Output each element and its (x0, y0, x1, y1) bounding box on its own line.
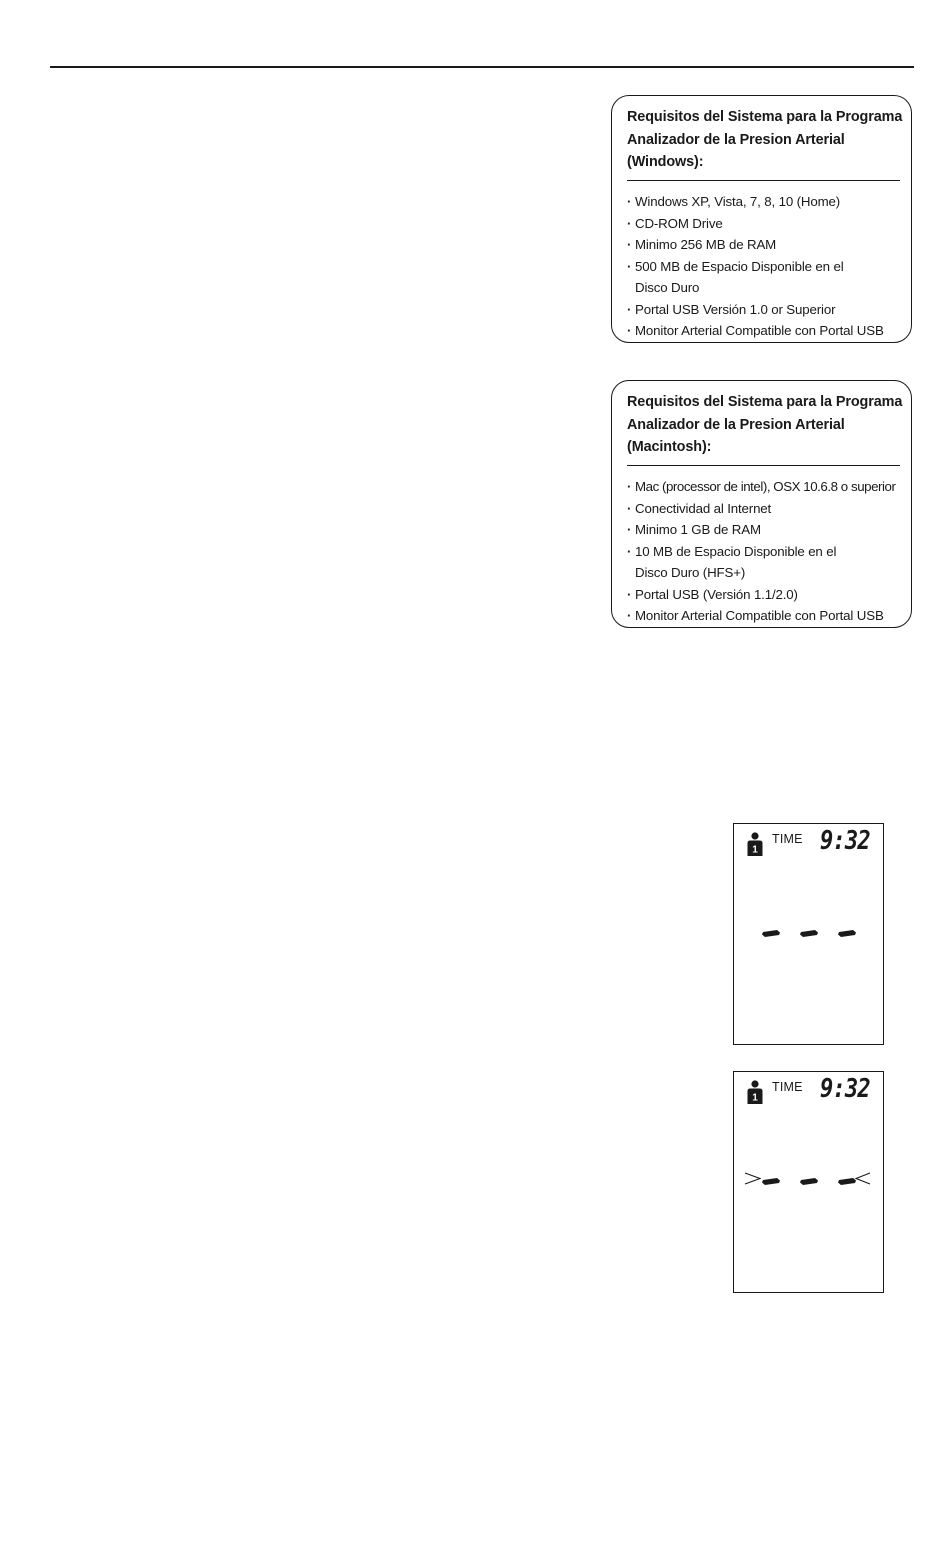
windows-requirements-title: Requisitos del Sistema para la Programa Analizador de la Presion Arterial (Windows): (627, 109, 903, 170)
top-divider (50, 66, 914, 68)
user-1-icon (746, 832, 764, 856)
lcd-dash-readout-blinking (742, 1162, 876, 1202)
mac-requirements-list (627, 476, 911, 627)
lcd-time-label: TIME (772, 832, 803, 846)
lcd-display-blinking (733, 1071, 884, 1293)
list-item: · Portal USB Versión 1.0 or Superior (627, 299, 911, 321)
list-item: · CD-ROM Drive (627, 213, 911, 235)
svg-text:1: 1 (752, 844, 758, 856)
list-item: · Windows XP, Vista, 7, 8, 10 (Home) (627, 191, 911, 213)
list-item: · Conectividad al Internet (627, 498, 911, 520)
lcd-time-value: 9:32 (820, 1074, 870, 1104)
mac-requirements-separator (627, 465, 900, 467)
list-item: · Mac (processor de intel), OSX 10.6.8 o superior (627, 476, 911, 498)
list-item: · 500 MB de Espacio Disponible en el Disco Duro (627, 256, 911, 299)
list-item: · Portal USB (Versión 1.1/2.0) (627, 584, 911, 606)
list-item: · Monitor Arterial Compatible con Portal USB (627, 605, 911, 627)
lcd-time-label: TIME (772, 1080, 803, 1094)
list-item: · 10 MB de Espacio Disponible en el Disco Duro (HFS+) (627, 541, 911, 584)
windows-requirements-box (611, 95, 912, 343)
list-item: · Minimo 256 MB de RAM (627, 234, 911, 256)
mac-requirements-box (611, 380, 912, 628)
windows-requirements-separator (627, 180, 900, 182)
windows-requirements-list (627, 191, 911, 342)
lcd-display-standby (733, 823, 884, 1045)
svg-text:1: 1 (752, 1092, 758, 1104)
mac-requirements-title: Requisitos del Sistema para la Programa Analizador de la Presion Arterial (Macintosh): (627, 394, 903, 455)
list-item: · Monitor Arterial Compatible con Portal USB (627, 320, 911, 342)
list-item: · Minimo 1 GB de RAM (627, 519, 911, 541)
lcd-dash-readout (742, 914, 876, 954)
user-1-icon (746, 1080, 764, 1104)
lcd-time-value: 9:32 (820, 826, 870, 856)
